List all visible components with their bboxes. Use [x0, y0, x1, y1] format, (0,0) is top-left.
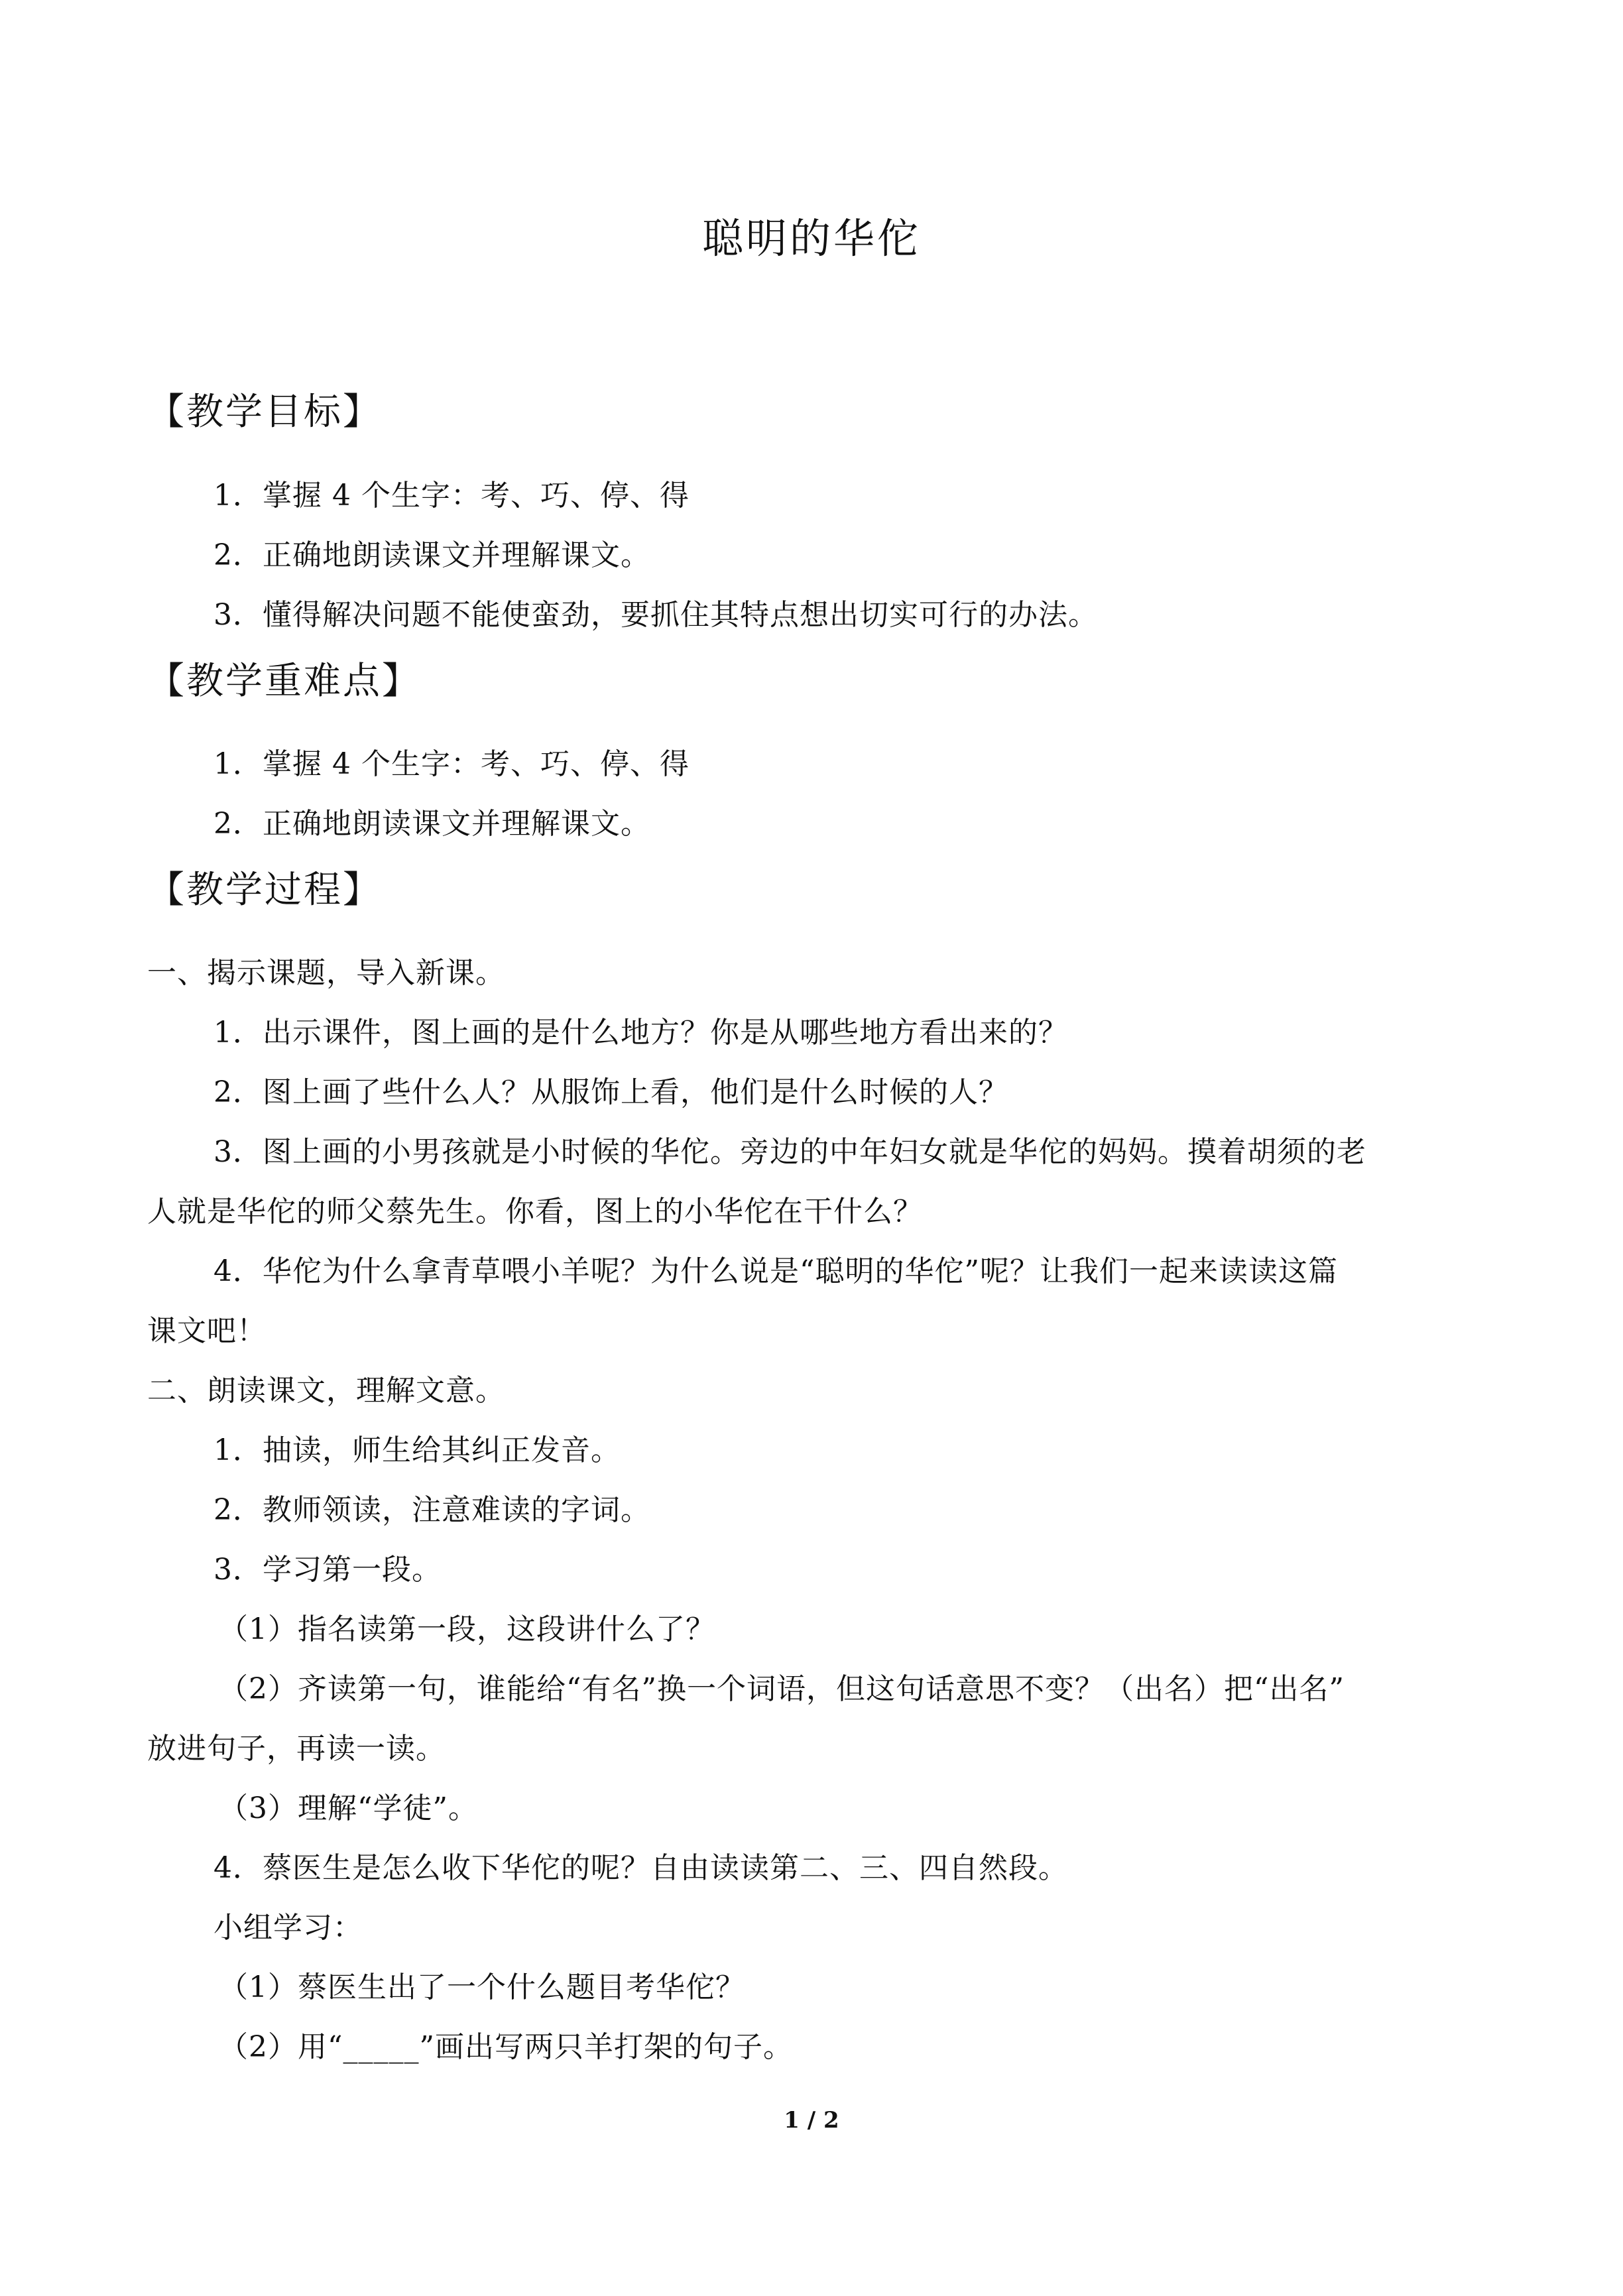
process-sub-item: （2）用“_____”画出写两只羊打架的句子。 [219, 2030, 793, 2064]
goal-item: 3．懂得解决问题不能使蛮劲，要抓住其特点想出切实可行的办法。 [213, 598, 1098, 632]
process-sub-item: （3）理解“学徒”。 [219, 1791, 478, 1825]
process-item: 2．教师领读，注意难读的字词。 [213, 1493, 650, 1527]
process-item-continuation: 课文吧！ [147, 1314, 267, 1348]
section-heading-goals: 【教学目标】 [147, 391, 382, 434]
process-sub-item: （2）齐读第一句，谁能给“有名”换一个词语，但这句话意思不变？（出名）把“出名” [219, 1672, 1345, 1706]
section-heading-process: 【教学过程】 [147, 869, 382, 912]
process-item: 4．蔡医生是怎么收下华佗的呢？自由读读第二、三、四自然段。 [213, 1851, 1068, 1885]
page-number: 1 / 2 [784, 2107, 839, 2134]
process-item-continuation: 放进句子，再读一读。 [147, 1732, 446, 1766]
section-heading-key-points: 【教学重难点】 [147, 660, 421, 703]
process-sub-item: （1）指名读第一段，这段讲什么了？ [219, 1612, 715, 1646]
process-item: 1．抽读，师生给其纠正发音。 [213, 1433, 621, 1467]
process-item-continuation: 人就是华佗的师父蔡先生。你看，图上的小华佗在干什么？ [147, 1195, 923, 1229]
page-title: 聪明的华佗 [701, 214, 921, 263]
process-sub-item: （1）蔡医生出了一个什么题目考华佗？ [219, 1970, 745, 2004]
key-point-item: 2．正确地朗读课文并理解课文。 [213, 807, 650, 841]
goal-item: 1．掌握 4 个生字：考、巧、停、得 [213, 479, 690, 513]
process-item: 2．图上画了些什么人？从服饰上看，他们是什么时候的人？ [213, 1075, 1008, 1109]
process-item: 3．学习第一段。 [213, 1553, 442, 1587]
process-part-title: 一、揭示课题，导入新课。 [147, 956, 505, 990]
process-item: 1．出示课件，图上画的是什么地方？你是从哪些地方看出来的？ [213, 1016, 1068, 1050]
process-item: 3．图上画的小男孩就是小时候的华佗。旁边的中年妇女就是华佗的妈妈。摸着胡须的老 [213, 1135, 1366, 1169]
process-part-title: 二、朗读课文，理解文意。 [147, 1374, 505, 1408]
key-point-item: 1．掌握 4 个生字：考、巧、停、得 [213, 747, 690, 781]
group-study-label: 小组学习： [213, 1911, 363, 1945]
goal-item: 2．正确地朗读课文并理解课文。 [213, 538, 650, 572]
process-item: 4．华佗为什么拿青草喂小羊呢？为什么说是“聪明的华佗”呢？让我们一起来读读这篇 [213, 1254, 1338, 1288]
